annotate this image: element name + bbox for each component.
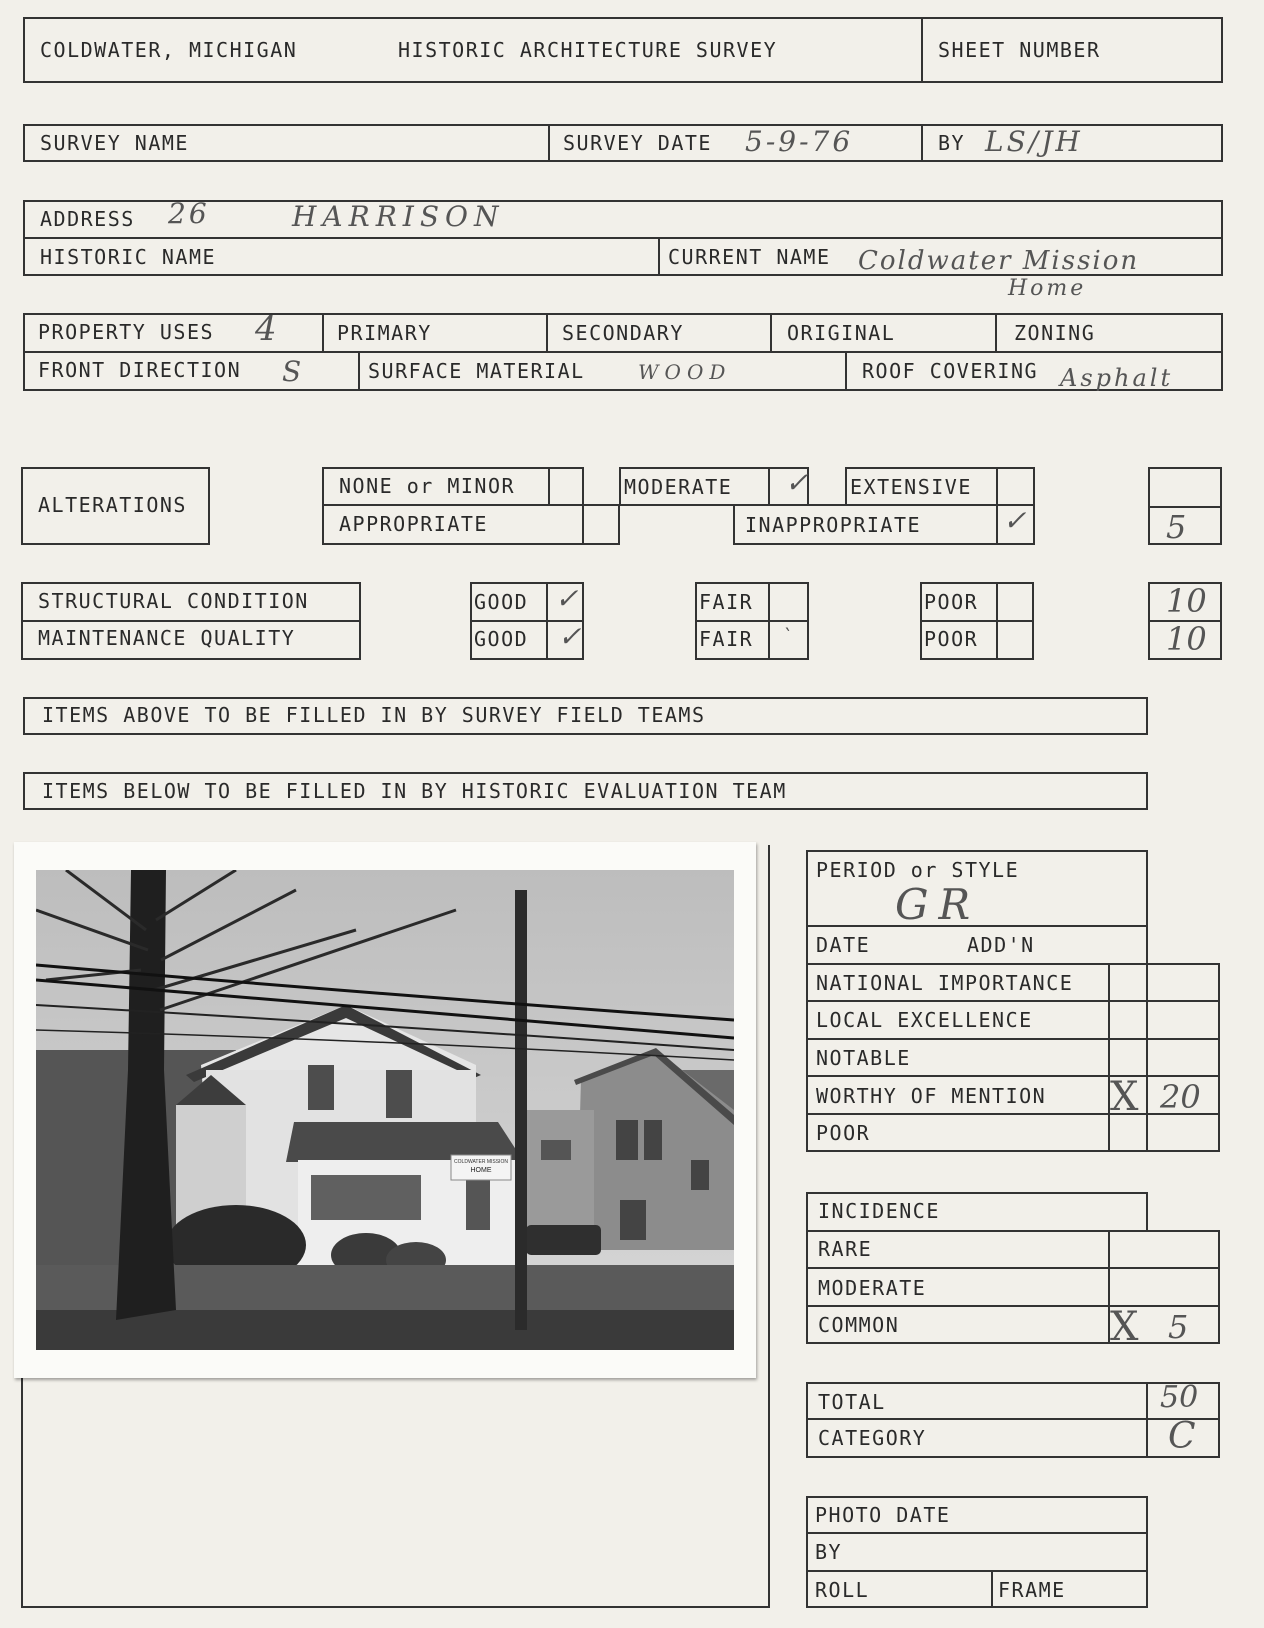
current-name-label: CURRENT NAME <box>668 245 831 269</box>
property-div-4 <box>995 313 997 351</box>
survey-divider-2 <box>921 124 923 162</box>
header-location: COLDWATER, MICHIGAN <box>40 38 298 62</box>
category-label: CATEGORY <box>818 1426 927 1450</box>
surface-material-label: SURFACE MATERIAL <box>368 359 585 383</box>
eval-line-bottom <box>806 1150 1220 1152</box>
sheet-number-label: SHEET NUMBER <box>938 38 1101 62</box>
frame-label: FRAME <box>998 1578 1066 1602</box>
structural-fair-label: FAIR <box>699 590 754 614</box>
maintenance-score: 10 <box>1166 620 1207 658</box>
address-street: HARRISON <box>292 200 505 233</box>
inc-inner-right <box>1146 1192 1148 1232</box>
photo-date-label: PHOTO DATE <box>815 1503 951 1527</box>
rare-label: RARE <box>818 1237 873 1261</box>
header-title: HISTORIC ARCHITECTURE SURVEY <box>398 38 778 62</box>
survey-by-label: BY <box>938 131 966 155</box>
eval-line-poor <box>806 1113 1220 1115</box>
poor-checkdiv <box>996 582 998 660</box>
poor-row-line <box>920 620 1034 622</box>
period-value: GR <box>895 880 981 929</box>
roll-label: ROLL <box>815 1578 870 1602</box>
appropriate-checkdiv <box>582 504 584 545</box>
local-label: LOCAL EXCELLENCE <box>816 1008 1033 1032</box>
inappropriate-checkdiv <box>996 504 998 545</box>
front-direction-label: FRONT DIRECTION <box>38 358 242 382</box>
inc-bottom <box>806 1342 1220 1344</box>
condition-label-line <box>21 620 361 622</box>
eval-line-worthy <box>806 1075 1220 1077</box>
address-row-line <box>23 237 1223 239</box>
appropriate-label: APPROPRIATE <box>339 512 488 536</box>
inc-line-common <box>806 1305 1220 1307</box>
survey-name-label: SURVEY NAME <box>40 131 189 155</box>
inappropriate-label: INAPPROPRIATE <box>745 513 922 537</box>
incidence-label: INCIDENCE <box>818 1199 940 1223</box>
lower-frame-bottom <box>21 1606 770 1608</box>
porch-sign-line2: HOME <box>470 1167 492 1174</box>
worthy-score: 20 <box>1160 1078 1201 1116</box>
roof-covering-value: Asphalt <box>1060 364 1174 392</box>
survey-divider-1 <box>548 124 550 162</box>
common-mark: X <box>1110 1304 1142 1350</box>
inc-line-rare <box>806 1230 1220 1232</box>
inc-line-moderate <box>806 1267 1220 1269</box>
worthy-mark: X <box>1110 1074 1142 1120</box>
total-value: 50 <box>1160 1380 1199 1415</box>
property-div-2 <box>546 313 548 351</box>
date-label: DATE <box>816 933 871 957</box>
moderate-checkdiv <box>768 467 770 506</box>
maintenance-good-mark: ✓ <box>558 620 585 653</box>
structural-good-mark: ✓ <box>555 582 582 615</box>
national-label: NATIONAL IMPORTANCE <box>816 971 1074 995</box>
property-div-1 <box>322 313 324 351</box>
inc-top <box>806 1192 1148 1194</box>
property-uses-label: PROPERTY USES <box>38 320 215 344</box>
primary-label: PRIMARY <box>337 321 432 345</box>
worthy-label: WORTHY OF MENTION <box>816 1084 1047 1108</box>
property-row-line <box>23 351 1223 353</box>
property-div-5 <box>358 351 360 391</box>
survey-by-value: LS/JH <box>985 125 1083 158</box>
property-div-3 <box>770 313 772 351</box>
front-direction-value: S <box>282 355 305 388</box>
inc-score-right <box>1218 1230 1220 1344</box>
current-name-line2: Home <box>1008 276 1087 301</box>
inappropriate-mark: ✓ <box>1003 504 1030 537</box>
structural-poor-label: POOR <box>924 590 979 614</box>
extensive-checkdiv <box>996 467 998 506</box>
good-checkdiv <box>546 582 548 660</box>
lower-frame-right <box>768 845 770 1608</box>
photo-info-line-2 <box>806 1570 1148 1572</box>
maintenance-poor-label: POOR <box>924 627 979 651</box>
eval-line-national <box>806 963 1220 965</box>
address-divider <box>658 237 660 276</box>
eval-top <box>806 850 1148 852</box>
eval-score-right <box>1218 963 1220 1152</box>
eval-line-notable <box>806 1038 1220 1040</box>
period-label: PERIOD or STYLE <box>816 858 1020 882</box>
category-value: C <box>1168 1416 1199 1457</box>
addn-label: ADD'N <box>967 933 1035 957</box>
structural-good-label: GOOD <box>474 590 529 614</box>
structural-score: 10 <box>1166 582 1207 620</box>
survey-date-value: 5-9-76 <box>745 125 854 158</box>
totals-row-line <box>806 1418 1220 1420</box>
note-above: ITEMS ABOVE TO BE FILLED IN BY SURVEY FIELD TEAMS <box>42 703 706 727</box>
eval-score-left <box>1108 963 1110 1152</box>
secondary-label: SECONDARY <box>562 321 684 345</box>
property-uses-value: 4 <box>255 309 280 349</box>
house-photo <box>36 870 734 1350</box>
none-minor-checkdiv <box>548 467 550 506</box>
eval-poor-label: POOR <box>816 1121 871 1145</box>
fair-row-line <box>695 620 809 622</box>
maintenance-fair-label: FAIR <box>699 627 754 651</box>
structural-label: STRUCTURAL CONDITION <box>38 589 309 613</box>
extensive-label: EXTENSIVE <box>850 475 972 499</box>
common-label: COMMON <box>818 1313 900 1337</box>
note-below: ITEMS BELOW TO BE FILLED IN BY HISTORIC EVALUATION TEAM <box>42 779 787 803</box>
zoning-label: ZONING <box>1014 321 1096 345</box>
photo-info-line-1 <box>806 1532 1148 1534</box>
photo-by-label: BY <box>815 1540 843 1564</box>
house-photo-illustration <box>36 870 734 1350</box>
address-number: 26 <box>168 197 210 230</box>
original-label: ORIGINAL <box>787 321 896 345</box>
eval-line-local <box>806 1000 1220 1002</box>
property-div-6 <box>845 351 847 391</box>
surface-material-value: WOOD <box>638 360 732 384</box>
address-label: ADDRESS <box>40 207 135 231</box>
none-minor-label: NONE or MINOR <box>339 474 516 498</box>
notable-label: NOTABLE <box>816 1046 911 1070</box>
totals-score-left <box>1146 1382 1148 1458</box>
moderate-mark: ✓ <box>785 466 812 499</box>
roof-covering-label: ROOF COVERING <box>862 359 1039 383</box>
porch-sign-line1: COLDWATER MISSION <box>454 1159 508 1165</box>
inc-moderate-label: MODERATE <box>818 1276 927 1300</box>
total-label: TOTAL <box>818 1390 886 1414</box>
common-score: 5 <box>1168 1308 1192 1346</box>
historic-name-label: HISTORIC NAME <box>40 245 217 269</box>
maintenance-label: MAINTENANCE QUALITY <box>38 626 296 650</box>
fair-checkdiv <box>768 582 770 660</box>
photo-info-frame-div <box>991 1570 993 1608</box>
alterations-label: ALTERATIONS <box>38 493 187 517</box>
survey-date-label: SURVEY DATE <box>563 131 712 155</box>
moderate-label: MODERATE <box>624 475 733 499</box>
alterations-score: 5 <box>1166 508 1190 546</box>
current-name-line1: Coldwater Mission <box>858 246 1140 276</box>
maintenance-good-label: GOOD <box>474 627 529 651</box>
maintenance-fair-mark: ˋ <box>782 624 795 648</box>
header-divider <box>921 17 923 83</box>
